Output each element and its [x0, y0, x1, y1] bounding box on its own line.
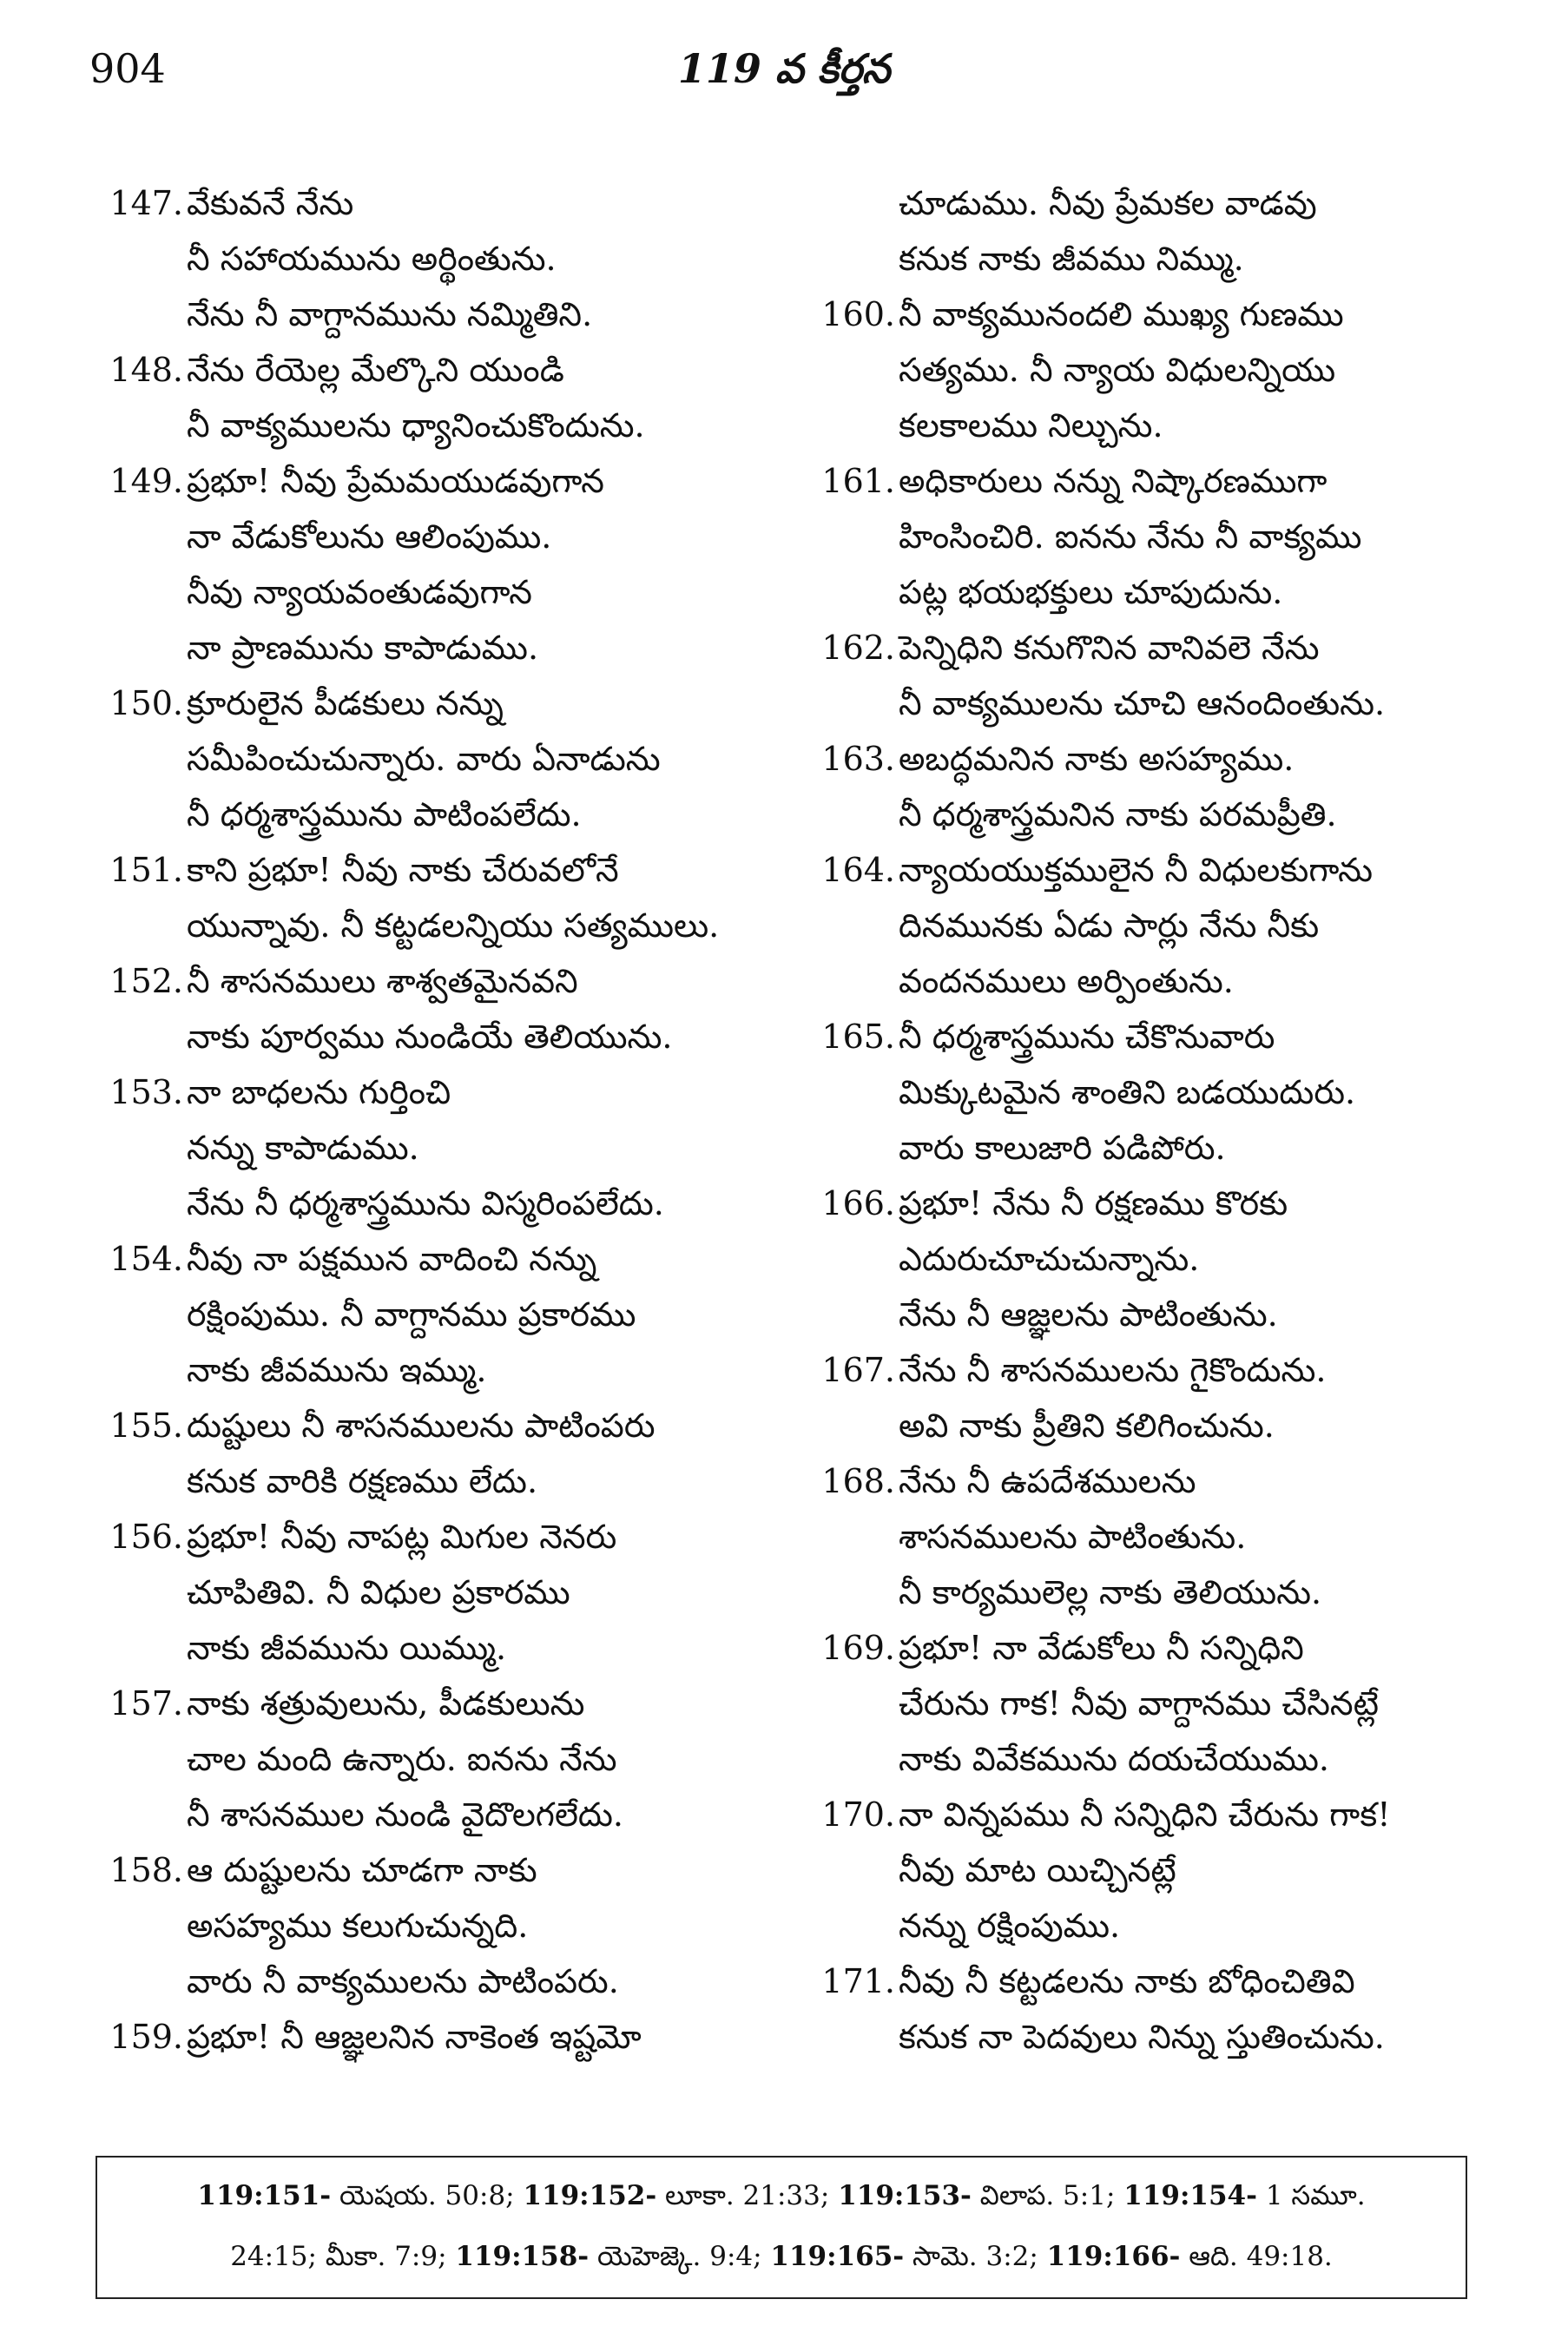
- verse-text: నన్ను రక్షింపుము.: [899, 1907, 1121, 1945]
- verse-text: నా బాధలను గుర్తించి: [187, 1073, 451, 1111]
- verse-line: [801, 287, 1496, 342]
- verse-number: 161.: [821, 462, 895, 500]
- verse-line: [89, 1787, 784, 1842]
- verse-line: [801, 1676, 1496, 1731]
- reference-source: యెషయ. 50:8;: [331, 2180, 524, 2211]
- verse-text: ప్రభూ! నీవు ప్రేమమయుడవుగాన: [187, 462, 604, 500]
- reference-verse: 119:151-: [197, 2180, 332, 2211]
- left-column: [89, 175, 784, 2065]
- verse-number: 147.: [109, 184, 183, 222]
- verse-number: 159.: [109, 2018, 183, 2056]
- verse-text: నీ కార్యములెల్ల నాకు తెలియును.: [899, 1573, 1322, 1611]
- verse-line: [89, 231, 784, 287]
- verse-text: న్యాయయుక్తములైన నీ విధులకుగాను: [899, 851, 1373, 889]
- verse-number: 170.: [821, 1795, 895, 1834]
- verse-line: [801, 620, 1496, 675]
- running-title: 119 వ కీర్తన: [677, 45, 891, 92]
- verse-text: నేను నీ ఆజ్ఞలను పాటింతును.: [899, 1295, 1278, 1334]
- verse-text: నీవు నా పక్షమున వాదించి నన్ను: [187, 1240, 597, 1278]
- verse-text: రక్షింపుము. నీ వాగ్దానము ప్రకారము: [187, 1295, 636, 1334]
- verse-line: [801, 898, 1496, 953]
- verse-text: యున్నావు. నీ కట్టడలన్నియు సత్యములు.: [187, 906, 720, 945]
- verse-text: నాకు శత్రువులును, పీడకులును: [187, 1684, 585, 1723]
- verse-text: వేకువనే నేను: [187, 184, 354, 222]
- verse-text: ప్రభూ! నా వేడుకోలు నీ సన్నిధిని: [899, 1629, 1304, 1667]
- verse-number: 168.: [821, 1462, 895, 1500]
- verse-line: [801, 509, 1496, 564]
- verse-text: నా వేడుకోలును ఆలింపుము.: [187, 517, 552, 556]
- verse-text: నాకు వివేకమును దయచేయుము.: [899, 1740, 1329, 1778]
- page-header: [0, 45, 1568, 106]
- verse-line: [801, 1064, 1496, 1120]
- verse-line: [801, 1009, 1496, 1064]
- verse-line: [89, 731, 784, 787]
- verse-line: [89, 1953, 784, 2009]
- reference-source: 1 సమూ.: [1257, 2180, 1366, 2211]
- verse-line: [801, 175, 1496, 231]
- verse-line: [89, 1120, 784, 1176]
- verse-line: [89, 1064, 784, 1120]
- verse-text: నేను నీ ధర్మశాస్త్రమును విస్మరింపలేదు.: [187, 1184, 664, 1222]
- reference-source: 24:15; మీకా. 7:9;: [230, 2241, 456, 2272]
- verse-text: నేను రేయెల్ల మేల్కొని యుండి: [187, 351, 564, 389]
- verse-text: నీ వాక్యములను ధ్యానించుకొందును.: [187, 406, 645, 445]
- verse-text: నేను నీ శాసనములను గైకొందును.: [899, 1351, 1327, 1389]
- verse-number: 148.: [109, 351, 183, 389]
- verse-line: [89, 564, 784, 620]
- cross-reference-box: [96, 2156, 1467, 2299]
- verse-text: నీ ధర్మశాస్త్రమనిన నాకు పరమప్రీతి.: [899, 795, 1337, 833]
- verse-number: 167.: [821, 1351, 895, 1389]
- verse-text: నేను నీ వాగ్దానమును నమ్మితిని.: [187, 295, 593, 333]
- verse-text: అవి నాకు ప్రీతిని కలిగించును.: [899, 1407, 1275, 1445]
- verse-line: [89, 2009, 784, 2065]
- verse-line: [89, 1509, 784, 1565]
- verse-text: పెన్నిధిని కనుగొనిన వానివలె నేను: [899, 629, 1320, 667]
- verse-text: నీవు నీ కట్టడలను నాకు బోధించితివి: [899, 1962, 1355, 2000]
- verse-line: [89, 620, 784, 675]
- verse-text: నీ ధర్మశాస్త్రమును చేకొనువారు: [899, 1018, 1275, 1056]
- reference-source: ఆది. 49:18.: [1180, 2241, 1333, 2272]
- verse-line: [89, 787, 784, 842]
- verse-line: [801, 1787, 1496, 1842]
- verse-text: ప్రభూ! నీ ఆజ్ఞలనిన నాకెంత ఇష్టమో: [187, 2018, 642, 2056]
- verse-number: 152.: [109, 962, 183, 1000]
- verse-line: [801, 1509, 1496, 1565]
- reference-verse: 119:165-: [770, 2241, 905, 2272]
- verse-number: 166.: [821, 1184, 895, 1222]
- verse-text: ప్రభూ! నీవు నాపట్ల మిగుల నెనరు: [187, 1518, 617, 1556]
- verse-line: [801, 1898, 1496, 1953]
- verse-text: నీవు న్యాయవంతుడవుగాన: [187, 573, 532, 611]
- verse-text: చాల మంది ఉన్నారు. ఐనను నేను: [187, 1740, 617, 1778]
- verse-line: [89, 1731, 784, 1787]
- verse-number: 154.: [109, 1240, 183, 1278]
- verse-text: వందనములు అర్పింతును.: [899, 962, 1234, 1000]
- reference-verse: 119:154-: [1123, 2180, 1257, 2211]
- verse-line: [89, 342, 784, 398]
- verse-text: నాకు జీవమును ఇమ్ము.: [187, 1351, 487, 1389]
- verse-line: [89, 898, 784, 953]
- verse-text: సత్యము. నీ న్యాయ విధులన్నియు: [899, 351, 1336, 389]
- verse-number: 160.: [821, 295, 895, 333]
- verse-line: [89, 1231, 784, 1287]
- verse-number: 153.: [109, 1073, 183, 1111]
- verse-line: [89, 1898, 784, 1953]
- reference-line-1: [97, 2180, 1466, 2217]
- verse-text: నా ప్రాణమును కాపాడుము.: [187, 629, 539, 667]
- verse-line: [89, 1176, 784, 1231]
- verse-line: [801, 2009, 1496, 2065]
- verse-line: [89, 1009, 784, 1064]
- verse-line: [801, 1453, 1496, 1509]
- verse-text: చూపితివి. నీ విధుల ప్రకారము: [187, 1573, 570, 1611]
- verse-text: నా విన్నపము నీ సన్నిధిని చేరును గాక!: [899, 1795, 1391, 1834]
- verse-line: [801, 1120, 1496, 1176]
- verse-text: కనుక నాకు జీవము నిమ్ము.: [899, 240, 1244, 278]
- verse-line: [89, 287, 784, 342]
- verse-text: హింసించిరి. ఐనను నేను నీ వాక్యము: [899, 517, 1362, 556]
- verse-line: [89, 1287, 784, 1342]
- verse-line: [89, 175, 784, 231]
- verse-text: వారు కాలుజారి పడిపోరు.: [899, 1129, 1226, 1167]
- verse-number: 163.: [821, 740, 895, 778]
- verse-text: అబద్ధమనిన నాకు అసహ్యము.: [899, 740, 1295, 778]
- verse-line: [801, 1620, 1496, 1676]
- verse-number: 157.: [109, 1684, 183, 1723]
- verse-number: 151.: [109, 851, 183, 889]
- verse-text: కలకాలము నిల్చును.: [899, 406, 1163, 445]
- verse-text: ప్రభూ! నేను నీ రక్షణము కొరకు: [899, 1184, 1288, 1222]
- verse-text: నీవు మాట యిచ్చినట్లే: [899, 1851, 1176, 1889]
- reference-verse: 119:166-: [1046, 2241, 1181, 2272]
- verse-line: [89, 1342, 784, 1398]
- verse-text: నాకు పూర్వము నుండియే తెలియును.: [187, 1018, 673, 1056]
- reference-verse: 119:158-: [455, 2241, 590, 2272]
- verse-line: [801, 453, 1496, 509]
- verse-text: నీ శాసనముల నుండి వైదొలగలేదు.: [187, 1795, 623, 1834]
- verse-number: 171.: [821, 1962, 895, 2000]
- right-column: [801, 175, 1496, 2065]
- verse-text: నన్ను కాపాడుము.: [187, 1129, 419, 1167]
- reference-line-2: [97, 2241, 1466, 2278]
- verse-line: [89, 453, 784, 509]
- verse-text: నీ వాక్యమునందలి ముఖ్య గుణము: [899, 295, 1344, 333]
- verse-line: [801, 1731, 1496, 1787]
- verse-line: [801, 1176, 1496, 1231]
- verse-number: 169.: [821, 1629, 895, 1667]
- verse-text: నీ ధర్మశాస్త్రమును పాటింపలేదు.: [187, 795, 582, 833]
- verse-line: [801, 231, 1496, 287]
- verse-number: 164.: [821, 851, 895, 889]
- verse-text: కాని ప్రభూ! నీవు నాకు చేరువలోనే: [187, 851, 619, 889]
- verse-text: నీ సహాయమును అర్థింతును.: [187, 240, 557, 278]
- reference-source: సామె. 3:2;: [904, 2241, 1047, 2272]
- verse-line: [801, 787, 1496, 842]
- verse-line: [801, 1287, 1496, 1342]
- verse-line: [89, 1453, 784, 1509]
- reference-verse: 119:153-: [838, 2180, 972, 2211]
- verse-line: [801, 1842, 1496, 1898]
- verse-text: అసహ్యము కలుగుచున్నది.: [187, 1907, 529, 1945]
- reference-source: యెహెజ్కె. 9:4;: [589, 2241, 771, 2272]
- verse-text: కనుక నా పెదవులు నిన్ను స్తుతించును.: [899, 2018, 1385, 2056]
- verse-line: [801, 398, 1496, 453]
- verse-text: కనుక వారికి రక్షణము లేదు.: [187, 1462, 538, 1500]
- page-number: 904: [89, 45, 166, 92]
- verse-text: మిక్కుటమైన శాంతిని బడయుదురు.: [899, 1073, 1356, 1111]
- verse-number: 156.: [109, 1518, 183, 1556]
- verse-text: ఎదురుచూచుచున్నాను.: [899, 1240, 1200, 1278]
- verse-text: శాసనములను పాటింతును.: [899, 1518, 1247, 1556]
- verse-text: వారు నీ వాక్యములను పాటింపరు.: [187, 1962, 619, 2000]
- verse-line: [89, 1676, 784, 1731]
- verse-line: [801, 842, 1496, 898]
- verse-line: [801, 953, 1496, 1009]
- verse-text: చేరును గాక! నీవు వాగ్దానము చేసినట్లే: [899, 1684, 1379, 1723]
- verse-text: ఆ దుష్టులను చూడగా నాకు: [187, 1851, 537, 1889]
- verse-text: దుష్టులు నీ శాసనములను పాటింపరు: [187, 1407, 656, 1445]
- verse-text: నాకు జీవమును యిమ్ము.: [187, 1629, 507, 1667]
- verse-text: నేను నీ ఉపదేశములను: [899, 1462, 1196, 1500]
- verse-line: [89, 509, 784, 564]
- verse-text: అధికారులు నన్ను నిష్కారణముగా: [899, 462, 1328, 500]
- reference-verse: 119:152-: [523, 2180, 657, 2211]
- verse-line: [801, 1342, 1496, 1398]
- verse-number: 150.: [109, 684, 183, 722]
- reference-source: లూకా. 21:33;: [656, 2180, 839, 2211]
- verse-line: [89, 1620, 784, 1676]
- verse-line: [801, 1398, 1496, 1453]
- verse-line: [89, 1565, 784, 1620]
- verse-number: 165.: [821, 1018, 895, 1056]
- verse-line: [801, 731, 1496, 787]
- verse-line: [89, 398, 784, 453]
- verse-text: దినమునకు ఏడు సార్లు నేను నీకు: [899, 906, 1320, 945]
- verse-text: పట్ల భయభక్తులు చూపుదును.: [899, 573, 1283, 611]
- verse-line: [801, 342, 1496, 398]
- verse-line: [89, 842, 784, 898]
- verse-line: [89, 675, 784, 731]
- verse-line: [801, 1565, 1496, 1620]
- verse-line: [801, 675, 1496, 731]
- reference-source: విలాప. 5:1;: [971, 2180, 1124, 2211]
- verse-text: చూడుము. నీవు ప్రేమకల వాడవు: [899, 184, 1317, 222]
- verse-line: [801, 1231, 1496, 1287]
- verse-text: నీ శాసనములు శాశ్వతమైనవని: [187, 962, 578, 1000]
- verse-number: 155.: [109, 1407, 183, 1445]
- verse-line: [801, 564, 1496, 620]
- verse-number: 149.: [109, 462, 183, 500]
- verse-line: [801, 1953, 1496, 2009]
- verse-line: [89, 1842, 784, 1898]
- verse-text: సమీపించుచున్నారు. వారు ఏనాడును: [187, 740, 661, 778]
- verse-line: [89, 1398, 784, 1453]
- verse-number: 162.: [821, 629, 895, 667]
- verse-number: 158.: [109, 1851, 183, 1889]
- verse-line: [89, 953, 784, 1009]
- verse-text: నీ వాక్యములను చూచి ఆనందింతును.: [899, 684, 1386, 722]
- verse-text: క్రూరులైన పీడకులు నన్ను: [187, 684, 504, 722]
